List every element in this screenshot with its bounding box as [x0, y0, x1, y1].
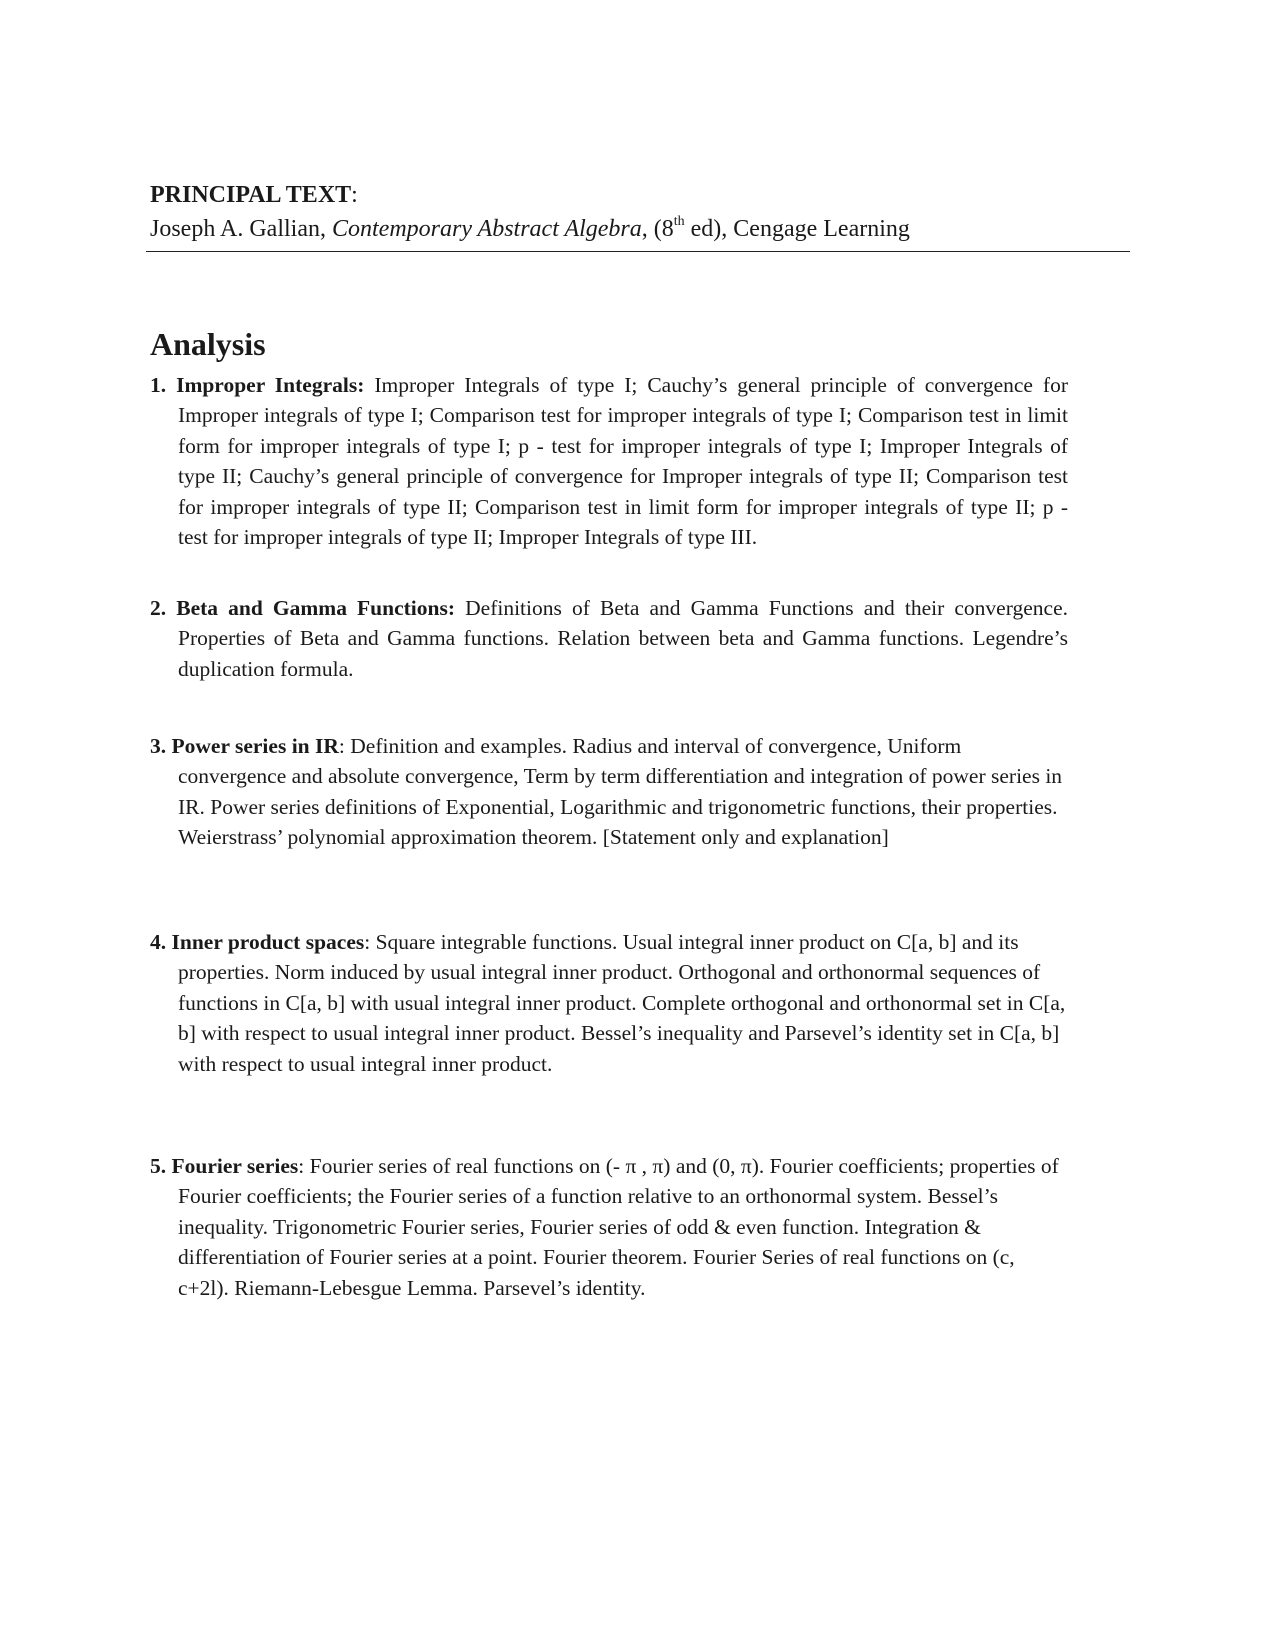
principal-text-label: PRINCIPAL TEXT: [150, 182, 352, 208]
topic-heading: 3. Power series in IR: [150, 734, 339, 758]
citation-book-title: Contemporary Abstract Algebra: [331, 216, 642, 242]
citation-edition-pre: , (8: [641, 216, 674, 242]
topic-paragraph: [150, 370, 1068, 552]
topic-paragraph: [150, 1151, 1068, 1303]
topic-body: : Fourier series of real functions on (- π , π) and (0, π). Fourier coefficients; properties of Fourier coefficients; the Fourier series of a function relative to an orthonormal system. Bessel’s inequality. Trigonometric Fourier series, Fourier series of odd & even function. Integration & differentiation of Fourier series at a point. Fourier theorem. Fourier Series of real functions on (c, c+2l). Riemann-Lebesgue Lemma. Parsevel’s identity.: [178, 1154, 1059, 1300]
topic-body: Definitions of Beta and Gamma Functions and their convergence. Properties of Beta and Gamma functions. Relation between beta and Gamma functions. Legendre’s duplication formula.: [178, 596, 1068, 681]
topic-body: : Definition and examples. Radius and interval of convergence, Uniform convergence and absolute convergence, Term by term differentiation and integration of power series in IR. Power series definitions of Exponential, Logarithmic and trigonometric functions, their properties. Weierstrass’ polynomial approximation theorem. [Statement only and explanation]: [178, 734, 1063, 850]
topic-paragraph: [150, 927, 1068, 1079]
topic-heading: 1. Improper Integrals:: [150, 373, 365, 397]
book-citation: [150, 212, 1130, 246]
topic-paragraph: [150, 593, 1068, 684]
topic-heading: 2. Beta and Gamma Functions:: [150, 596, 456, 620]
topic-body: : Square integrable functions. Usual integral inner product on C[a, b] and its properties. Norm induced by usual integral inner product. Orthogonal and orthonormal sequences of functions in C[a, b] with usual integral inner product. Complete orthogonal and orthonormal set in C[a, b] with respect to usual integral inner product. Bessel’s inequality and Parsevel’s identity set in C[a, b] with respect to usual integral inner product.: [178, 930, 1066, 1076]
principal-text-heading: [150, 178, 1130, 212]
citation-author: Joseph A. Gallian,: [150, 216, 332, 242]
principal-text-block: [150, 178, 1130, 246]
topic-beta-gamma: [150, 593, 1068, 684]
topic-heading: 4. Inner product spaces: [150, 930, 365, 954]
topic-power-series: [150, 731, 1068, 853]
topic-improper-integrals: [150, 370, 1068, 552]
topic-body: Improper Integrals of type I; Cauchy’s general principle of convergence for Improper integrals of type I; Comparison test for improper integrals of type I; Comparison test in limit form for improper integrals of type I; p - test for improper integrals of type I; Improper Integrals of type II; Cauchy’s general principle of convergence for Improper integrals of type II; Comparison test for improper integrals of type II; Comparison test in limit form for improper integrals of type II; p - test for improper integrals of type II; Improper Integrals of type III.: [178, 373, 1068, 550]
citation-edition-sup: th: [673, 214, 685, 229]
section-title: Analysis: [150, 326, 266, 362]
principal-text: [150, 178, 1130, 246]
topic-heading: 5. Fourier series: [150, 1154, 299, 1178]
horizontal-divider: [146, 251, 1130, 252]
topic-inner-product-spaces: [150, 927, 1068, 1079]
topic-paragraph: [150, 731, 1068, 853]
principal-text-colon: :: [351, 182, 358, 208]
citation-edition-post: ed), Cengage Learning: [684, 216, 910, 242]
topic-fourier-series: [150, 1151, 1068, 1303]
